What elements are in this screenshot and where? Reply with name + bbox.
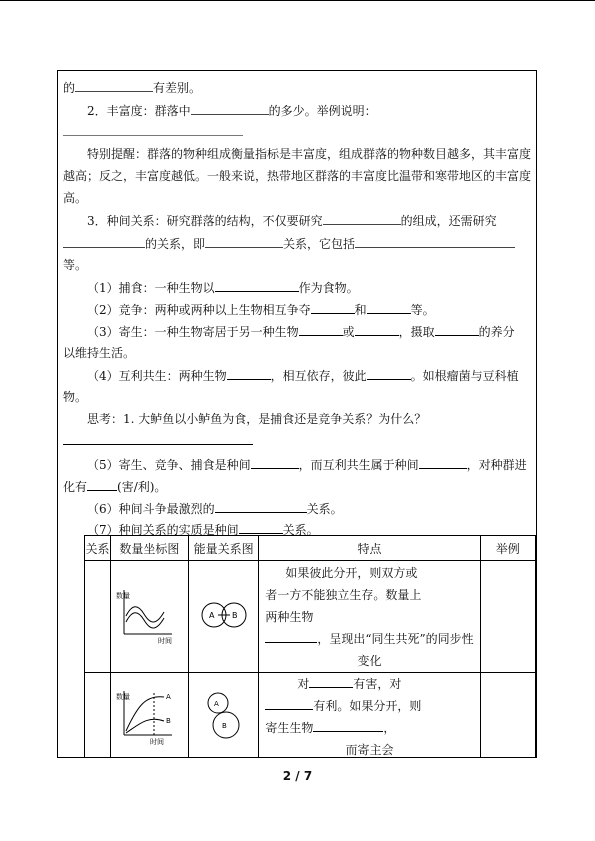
text: ，对种群进 xyxy=(466,458,527,472)
text: （7）种间关系的实质是种间 xyxy=(87,523,239,537)
feature-line xyxy=(259,717,479,739)
text: 以维持生活。 xyxy=(63,346,136,360)
relation-cell[interactable] xyxy=(85,673,111,759)
text: ，摄取 xyxy=(398,325,435,339)
fill-blank[interactable] xyxy=(323,212,401,225)
text: （1）捕食：一种生物以 xyxy=(87,281,215,295)
col-header-energy-graph: 能量关系图 xyxy=(188,536,259,561)
text: 的 xyxy=(63,81,76,95)
mutualism-quantity-graph xyxy=(114,584,184,646)
fill-blank[interactable] xyxy=(265,630,317,643)
text: 关系。 xyxy=(282,523,319,537)
answer-line[interactable] xyxy=(63,135,243,136)
energy-graph-cell xyxy=(188,561,259,673)
text: (害/利)。 xyxy=(117,480,167,494)
text: 寄生生物 xyxy=(265,721,314,735)
fill-blank[interactable] xyxy=(367,301,411,314)
text: （5）寄生、竞争、捕食是种间 xyxy=(87,458,251,472)
text: 和 xyxy=(354,303,367,317)
text: 两种生物 xyxy=(265,609,314,624)
fill-blank[interactable] xyxy=(215,500,307,513)
example-cell[interactable] xyxy=(480,673,535,759)
features-cell xyxy=(259,561,480,673)
answer-line[interactable] xyxy=(63,444,253,445)
header-rule xyxy=(0,0,595,1)
text: （6）种间斗争最激烈的 xyxy=(87,502,215,516)
text: 有利。如果分开，则 xyxy=(313,699,422,713)
para-1 xyxy=(63,79,201,96)
text: 作为食物。 xyxy=(298,281,359,295)
text: 的多少。举例说明： xyxy=(268,104,377,118)
fill-blank[interactable] xyxy=(205,235,283,248)
table-header-row xyxy=(85,536,536,561)
text: 关系，它包括 xyxy=(283,237,356,251)
para-richness xyxy=(87,102,377,119)
text: ，而互利共生属于种间 xyxy=(298,458,419,472)
fill-blank[interactable] xyxy=(299,323,343,336)
fill-blank[interactable] xyxy=(239,521,283,534)
fill-blank[interactable] xyxy=(75,79,153,92)
col-header-quantity-graph: 数量坐标图 xyxy=(110,536,188,561)
text: 化有 xyxy=(63,480,88,494)
fill-blank[interactable] xyxy=(355,323,399,336)
text: 的关系，即 xyxy=(145,237,206,251)
curve-label-a: A xyxy=(166,692,172,701)
feature-line: 者一方不能独立生存。数量上 xyxy=(265,587,422,602)
text: 2．丰富度：群落中 xyxy=(87,104,191,118)
text: 等。 xyxy=(410,303,435,317)
para-interspecific xyxy=(87,212,497,229)
text: ，相互依存，彼此 xyxy=(270,369,367,383)
feature-line xyxy=(259,628,479,650)
text: 有差别。 xyxy=(153,81,202,95)
features-cell xyxy=(259,673,480,759)
axis-label-x: 时间 xyxy=(150,737,165,746)
item-fiercest xyxy=(87,500,343,517)
feature-line: 如果彼此分开，则双方或 xyxy=(285,565,418,580)
item-summary-2 xyxy=(63,478,166,495)
text: 的养分 xyxy=(478,325,515,339)
fill-blank[interactable] xyxy=(87,478,117,491)
parasitism-quantity-graph xyxy=(114,685,184,747)
text: 3．种间关系：研究群落的结构，不仅要研究 xyxy=(87,214,323,228)
item-summary xyxy=(87,456,527,473)
text: 有害，对 xyxy=(353,677,402,691)
fill-blank[interactable] xyxy=(311,301,355,314)
text: 关系。 xyxy=(306,502,343,516)
fill-blank[interactable] xyxy=(309,675,353,688)
fill-blank[interactable] xyxy=(313,719,383,732)
text: ，呈现出“同生共死”的同步性 xyxy=(317,631,474,646)
text: 物。 xyxy=(63,390,88,404)
fill-blank[interactable] xyxy=(63,235,145,248)
table-row-parasitism xyxy=(85,673,536,759)
text: （3）寄生：一种生物寄居于另一种生物 xyxy=(87,325,299,339)
feature-line xyxy=(259,606,479,628)
col-header-relation: 关系 xyxy=(85,536,111,561)
node-label-a: A xyxy=(213,699,219,708)
axis-label-y: 数量 xyxy=(116,592,131,600)
parasitism-energy-graph xyxy=(194,685,254,747)
curve-label-b: B xyxy=(166,716,172,725)
text: 。如根瘤菌与豆科植 xyxy=(410,369,519,383)
worksheet-frame xyxy=(57,70,537,758)
think-question: 思考：1. 大鲈鱼以小鲈鱼为食，是捕食还是竞争关系？为什么？ xyxy=(87,412,427,426)
fill-blank[interactable] xyxy=(355,235,515,248)
axis-label-y: 数量 xyxy=(116,692,131,701)
fill-blank[interactable] xyxy=(251,456,299,469)
mutualism-energy-graph xyxy=(194,595,254,635)
item-mutualism xyxy=(87,367,519,384)
tip-line-1: 特别提醒：群落的物种组成衡量指标是丰富度，组成群落的物种数目越多，其丰富度 xyxy=(87,147,532,161)
relations-table xyxy=(84,535,536,758)
feature-line xyxy=(259,695,479,717)
node-label-b: B xyxy=(221,721,227,730)
page-number: 2 / 7 xyxy=(282,769,313,783)
text: 的组成，还需研究 xyxy=(400,214,497,228)
col-header-example: 举例 xyxy=(480,536,535,561)
item-parasitism xyxy=(87,323,515,340)
node-label-a: A xyxy=(208,611,215,620)
tip-line-2: 越高；反之，丰富度越低。一般来说，热带地区群落的丰富度比温带和寒带地区的丰富度 xyxy=(63,169,532,183)
quantity-graph-cell xyxy=(110,561,188,673)
item-predation xyxy=(87,279,359,296)
para-interspecific-2 xyxy=(63,235,515,252)
text: （4）互利共生：两种生物 xyxy=(87,369,227,383)
quantity-graph-cell xyxy=(110,673,188,759)
fill-blank[interactable] xyxy=(215,279,299,292)
item-competition xyxy=(87,301,435,318)
fill-blank[interactable] xyxy=(419,456,467,469)
col-header-features: 特点 xyxy=(259,536,480,561)
node-label-b: B xyxy=(231,611,238,620)
fill-blank[interactable] xyxy=(227,367,271,380)
text: ， xyxy=(383,721,396,735)
text: 等。 xyxy=(63,258,88,272)
feature-line xyxy=(259,673,479,695)
axis-label-x: 时间 xyxy=(158,637,173,645)
table-row-mutualism xyxy=(85,561,536,673)
text: 或 xyxy=(342,325,355,339)
feature-line: 变化 xyxy=(357,653,382,668)
feature-line: 而寄主会 xyxy=(345,743,394,757)
tip-line-3: 高。 xyxy=(63,191,88,205)
relation-cell[interactable] xyxy=(85,561,111,673)
text: （2）竞争：两种或两种以上生物相互争夺 xyxy=(87,303,311,317)
fill-blank[interactable] xyxy=(265,697,313,710)
fill-blank[interactable] xyxy=(191,102,269,115)
text: 对 xyxy=(297,677,310,691)
energy-graph-cell xyxy=(188,673,259,759)
fill-blank[interactable] xyxy=(435,323,479,336)
example-cell[interactable] xyxy=(480,561,535,673)
fill-blank[interactable] xyxy=(367,367,411,380)
